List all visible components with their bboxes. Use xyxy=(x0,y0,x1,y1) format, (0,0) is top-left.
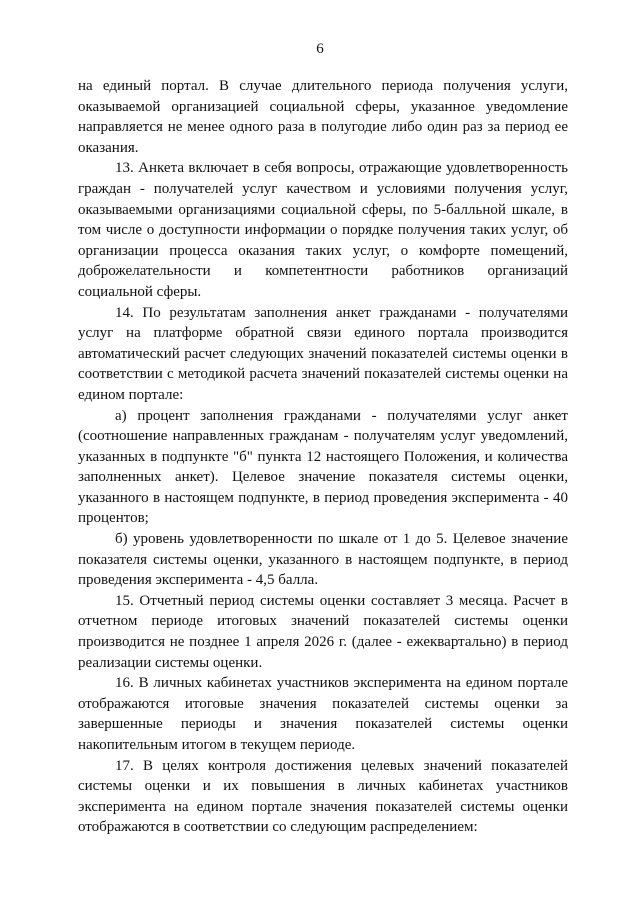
paragraph-continuation: на единый портал. В случае длительного периода получения услуги, оказываемой организацией социальной сферы, указанное уведомление направляется не менее одного раза в полугодие либо один раз за период ее оказания. xyxy=(78,78,568,156)
page-number: 6 xyxy=(316,41,324,57)
document-body xyxy=(78,76,568,838)
paragraph-14: 14. По результатам заполнения анкет гражданами - получателями услуг на платформе обратной связи единого портала производится автоматический расчет следующих значений показателей системы оценки в соответствии с методикой расчета значений показателей системы оценки на едином портале: xyxy=(78,304,568,403)
subparagraph-b: б) уровень удовлетворенности по шкале от 1 до 5. Целевое значение показателя системы оценки, указанного в настоящем подпункте, в период проведения эксперимента - 4,5 балла. xyxy=(78,531,568,589)
subparagraph-a: а) процент заполнения гражданами - получателями услуг анкет (соотношение направленных гражданам - получателям услуг уведомлений, указанных в подпункте "б" пункта 12 настоящего Положения, и количества заполненных анкет). Целевое значение показателя системы оценки, указанного в настоящем подпункте, в период проведения эксперимента - 40 процентов; xyxy=(78,407,568,527)
paragraph-15: 15. Отчетный период системы оценки составляет 3 месяца. Расчет в отчетном периоде итоговых значений показателей системы оценки производится не позднее 1 апреля 2026 г. (далее - ежеквартально) в период реализации системы оценки. xyxy=(78,592,568,671)
paragraph-17: 17. В целях контроля достижения целевых значений показателей системы оценки и их повышения в личных кабинетах участников эксперимента на едином портале значения показателей системы оценки отображаются в соответствии со следующим распределением: xyxy=(78,757,568,836)
paragraph-16: 16. В личных кабинетах участников эксперимента на едином портале отображаются итоговые значения показателей системы оценки за завершенные периоды и значения показателей системы оценки накопительным итогом в текущем периоде. xyxy=(78,675,568,753)
paragraph-13: 13. Анкета включает в себя вопросы, отражающие удовлетворенность граждан - получателей услуг качеством и условиями получения услуг, оказываемыми организациями социальной сферы, по 5-балльной шкале, в том числе о доступности информации о порядке получения таких услуг, об организации процесса оказания таких услуг, о комфорте помещений, доброжелательности и компетентности работников организаций социальной сферы. xyxy=(78,160,568,300)
